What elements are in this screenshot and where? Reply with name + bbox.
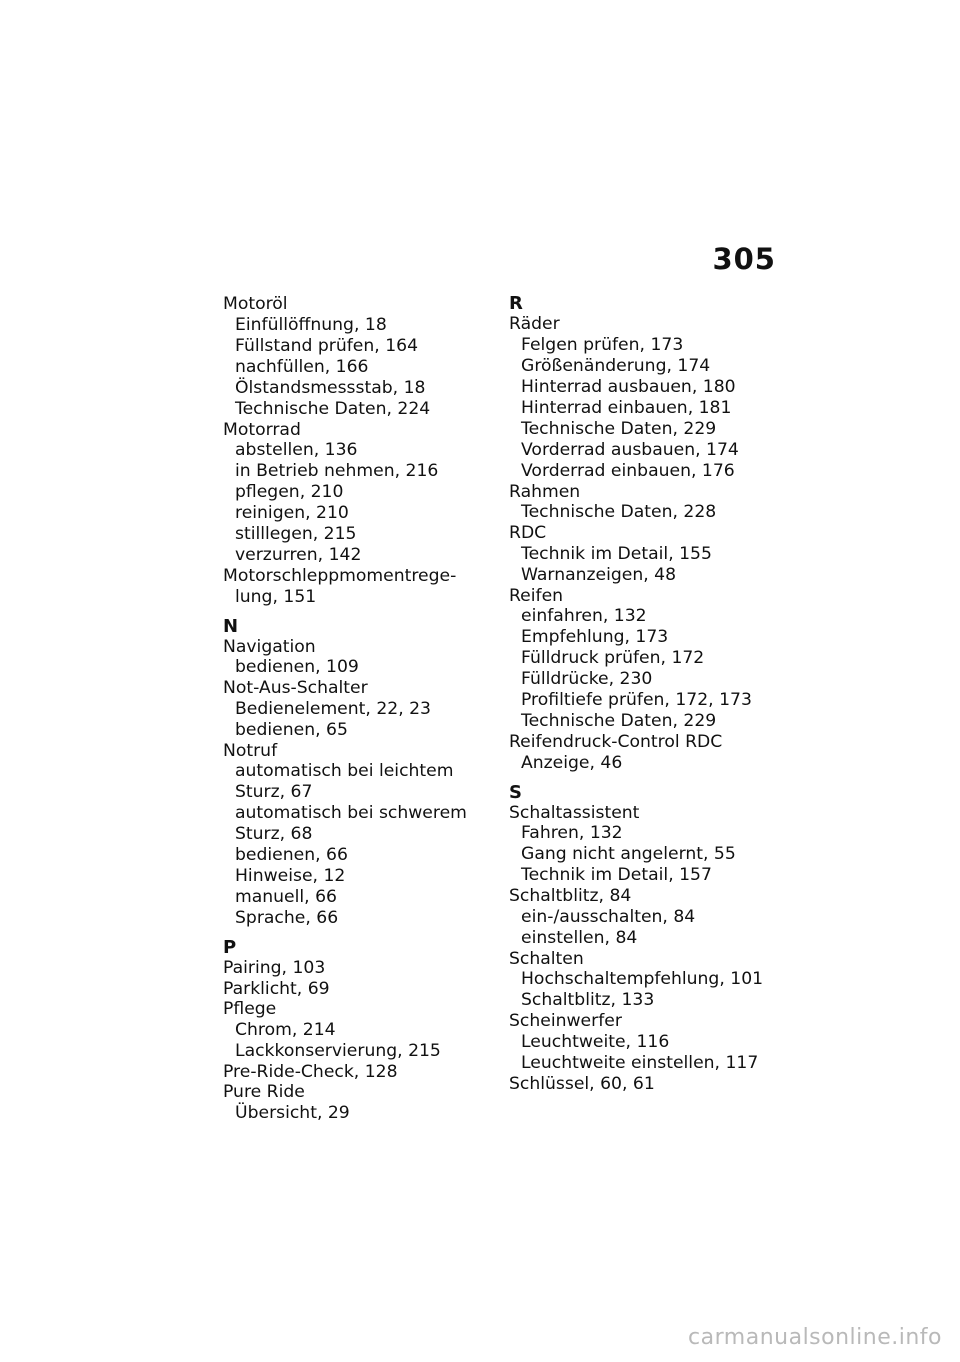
index-subentry: Gang nicht angelernt, 55	[521, 844, 736, 864]
index-entry: Reifendruck-Control RDC	[509, 732, 723, 752]
index-subentry: Technische Daten, 229	[521, 711, 717, 731]
index-subentry: Fahren, 132	[521, 823, 623, 843]
index-entry: Räder	[509, 314, 560, 334]
index-subentry: einstellen, 84	[521, 927, 638, 948]
index-column-left	[223, 294, 483, 1124]
index-subentry: Bedienelement, 22, 23	[235, 698, 431, 719]
index-entry: Schlüssel, 60, 61	[509, 1073, 655, 1094]
index-entry: Motorschleppmomentrege-	[223, 566, 457, 586]
index-subentry: ein-/ausschalten, 84	[521, 906, 696, 927]
index-subentry: Ölstandsmessstab, 18	[235, 377, 426, 398]
index-subentry: Schaltblitz, 133	[521, 990, 655, 1010]
index-subentry: automatisch bei leichtem	[235, 761, 454, 781]
index-subentry: Leuchtweite, 116	[521, 1031, 670, 1052]
index-entry: Schaltassistent	[509, 802, 640, 823]
index-entry: Motoröl	[223, 294, 288, 314]
index-entry: Rahmen	[509, 481, 581, 502]
watermark: carmanualsonline.info	[688, 1325, 942, 1350]
index-subentry: lung, 151	[235, 586, 317, 607]
index-entry: Pure Ride	[223, 1082, 305, 1102]
index-section-letter: P	[223, 937, 237, 958]
index-subentry: Anzeige, 46	[521, 752, 623, 773]
index-subentry: bedienen, 66	[235, 845, 348, 865]
index-entry: Not-Aus-Schalter	[223, 678, 368, 698]
index-subentry: bedienen, 109	[235, 657, 359, 677]
index-subentry: nachfüllen, 166	[235, 356, 369, 377]
index-subentry: stilllegen, 215	[235, 524, 357, 544]
index-subentry: in Betrieb nehmen, 216	[235, 461, 439, 481]
index-subentry: Größenänderung, 174	[521, 355, 711, 376]
index-subentry: Fülldrücke, 230	[521, 669, 653, 689]
index-subentry: bedienen, 65	[235, 719, 348, 740]
index-entry: Pre-Ride-Check, 128	[223, 1061, 398, 1082]
index-entry: Schalten	[509, 948, 584, 969]
index-entry: RDC	[509, 523, 547, 543]
index-entry: Motorrad	[223, 419, 301, 440]
index-subentry: automatisch bei schwerem	[235, 803, 467, 823]
index-entry: Pairing, 103	[223, 958, 326, 978]
index-subentry: Chrom, 214	[235, 1019, 336, 1040]
index-subentry: Empfehlung, 173	[521, 627, 669, 647]
index-subentry: Hochschaltempfehlung, 101	[521, 969, 764, 989]
index-subentry: Vorderrad einbauen, 176	[521, 460, 735, 481]
index-entry: Navigation	[223, 636, 316, 657]
index-subentry: Hinterrad einbauen, 181	[521, 397, 732, 418]
index-subentry: Sprache, 66	[235, 908, 339, 928]
index-entry: Schaltblitz, 84	[509, 886, 632, 906]
index-subentry: Technische Daten, 224	[235, 398, 431, 419]
index-subentry: Sturz, 68	[235, 824, 313, 844]
index-entry: Notruf	[223, 740, 278, 761]
index-subentry: Technische Daten, 228	[521, 502, 717, 522]
index-subentry: Technik im Detail, 155	[521, 543, 712, 564]
index-subentry: Technische Daten, 229	[521, 418, 717, 439]
index-subentry: Warnanzeigen, 48	[521, 564, 677, 585]
index-subentry: verzurren, 142	[235, 545, 362, 565]
index-subentry: Felgen prüfen, 173	[521, 334, 684, 355]
index-section-letter: R	[509, 293, 523, 314]
index-section-letter: N	[223, 615, 239, 637]
index-subentry: reinigen, 210	[235, 503, 349, 523]
index-subentry: Technik im Detail, 157	[521, 865, 712, 885]
index-subentry: Hinweise, 12	[235, 866, 346, 886]
index-subentry: Leuchtweite einstellen, 117	[521, 1052, 759, 1073]
index-entry: Scheinwerfer	[509, 1011, 622, 1031]
index-subentry: Einfüllöffnung, 18	[235, 314, 387, 335]
index-subentry: manuell, 66	[235, 887, 337, 907]
index-subentry: Profiltiefe prüfen, 172, 173	[521, 690, 752, 710]
index-subentry: Hinterrad ausbauen, 180	[521, 376, 736, 397]
index-subentry: Fülldruck prüfen, 172	[521, 648, 705, 668]
index-subentry: Vorderrad ausbauen, 174	[521, 439, 739, 460]
index-subentry: Sturz, 67	[235, 782, 313, 802]
index-subentry: einfahren, 132	[521, 606, 647, 626]
index-entry: Pflege	[223, 999, 277, 1019]
index-column-right	[509, 294, 769, 1094]
index-subentry: Lackkonservierung, 215	[235, 1040, 441, 1061]
index-subentry: Füllstand prüfen, 164	[235, 335, 419, 356]
index-subentry: abstellen, 136	[235, 440, 358, 460]
index-subentry: pflegen, 210	[235, 482, 344, 502]
index-section-letter: S	[509, 781, 522, 803]
index-entry: Parklicht, 69	[223, 978, 330, 999]
index-subentry: Übersicht, 29	[235, 1102, 350, 1123]
index-entry: Reifen	[509, 585, 564, 606]
page-number: 305	[712, 242, 776, 276]
